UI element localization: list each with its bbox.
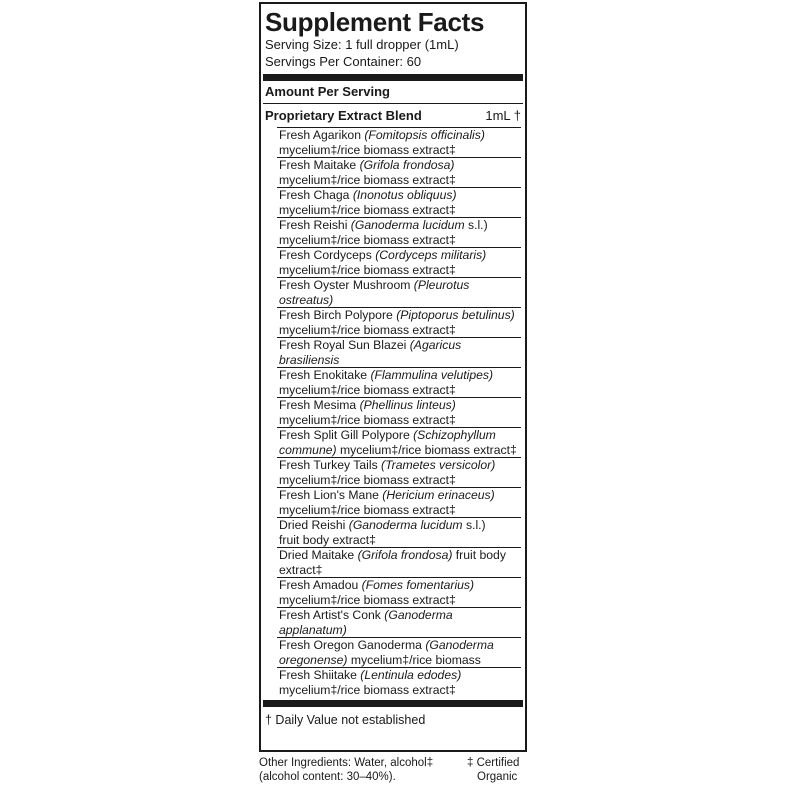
ingredient-row bbox=[277, 428, 521, 458]
ingredient-row bbox=[277, 608, 521, 638]
ingredient-line1 bbox=[279, 128, 521, 143]
ingredient-latin-name: (Lentinula edodes) bbox=[360, 668, 462, 682]
ingredient-latin-name: (Ganoderma applanatum) bbox=[279, 608, 453, 637]
ingredient-latin-name: (Ganoderma lucidum bbox=[350, 218, 465, 232]
ingredient-row bbox=[277, 458, 521, 488]
ingredient-latin-name: (Piptoporus betulinus) bbox=[396, 308, 515, 322]
ingredient-extract-type: mycelium‡/rice biomass bbox=[350, 653, 481, 667]
ingredient-row bbox=[277, 308, 521, 338]
certified-line1: ‡ Certified bbox=[467, 757, 520, 769]
daily-value-note: † Daily Value not established bbox=[265, 713, 426, 727]
servings-per-container: Servings Per Container: 60 bbox=[265, 54, 422, 69]
blend-name: Proprietary Extract Blend bbox=[265, 108, 422, 123]
ingredient-row bbox=[277, 248, 521, 278]
ingredient-line1 bbox=[279, 458, 521, 473]
ingredient-line1 bbox=[279, 668, 521, 683]
ingredient-common-name: Fresh Cordyceps bbox=[279, 248, 376, 262]
ingredient-line1 bbox=[279, 548, 521, 563]
ingredient-common-name: Dried Maitake bbox=[279, 548, 358, 562]
ingredient-suffix: fruit body bbox=[452, 548, 506, 562]
blend-row bbox=[265, 104, 521, 127]
ingredient-extract-type: mycelium‡/rice biomass extract‡ bbox=[279, 203, 456, 217]
ingredient-extract-type: mycelium‡/rice biomass extract‡ bbox=[279, 233, 456, 247]
ingredient-common-name: Fresh Enokitake bbox=[279, 368, 371, 382]
ingredient-latin-name: (Grifola frondosa) bbox=[357, 548, 453, 562]
ingredient-extract-type: mycelium‡/rice biomass extract‡ bbox=[279, 173, 456, 187]
thick-divider-bottom bbox=[263, 700, 523, 707]
thick-divider bbox=[263, 74, 523, 81]
ingredient-row bbox=[277, 548, 521, 578]
ingredient-line1 bbox=[279, 158, 521, 173]
ingredient-line1 bbox=[279, 278, 521, 308]
ingredient-line2 bbox=[279, 383, 521, 398]
other-ingredients-line2: (alcohol content: 30–40%). bbox=[259, 771, 396, 783]
ingredient-line2 bbox=[279, 323, 521, 338]
panel-title: Supplement Facts bbox=[265, 7, 485, 37]
ingredient-extract-type: mycelium‡/rice biomass extract‡ bbox=[279, 143, 456, 157]
ingredient-common-name: Fresh Maitake bbox=[279, 158, 360, 172]
ingredient-row bbox=[277, 368, 521, 398]
ingredient-line1 bbox=[279, 488, 521, 503]
amount-per-serving: Amount Per Serving bbox=[263, 83, 523, 104]
ingredient-extract-type: mycelium‡/rice biomass extract‡ bbox=[279, 413, 456, 427]
ingredient-common-name: Fresh Oregon Ganoderma bbox=[279, 638, 426, 652]
ingredient-suffix: s.l.) bbox=[464, 218, 488, 232]
ingredient-line2 bbox=[279, 563, 521, 578]
blend-amount: 1mL † bbox=[485, 108, 521, 123]
ingredient-common-name: Fresh Reishi bbox=[279, 218, 351, 232]
ingredient-extract-type: fruit body extract‡ bbox=[279, 533, 376, 547]
ingredient-extract-type: mycelium‡/rice biomass extract‡ bbox=[279, 383, 456, 397]
certified-line2: Organic bbox=[477, 771, 518, 783]
ingredient-line1 bbox=[279, 368, 521, 383]
ingredient-line2 bbox=[279, 533, 521, 548]
ingredient-line1 bbox=[279, 188, 521, 203]
ingredient-line1 bbox=[279, 338, 521, 368]
ingredient-line1 bbox=[279, 578, 521, 593]
ingredient-latin-name: (Hericium erinaceus) bbox=[382, 488, 495, 502]
ingredient-line2 bbox=[279, 473, 521, 488]
ingredient-latin-name: (Schizophyllum bbox=[413, 428, 496, 442]
ingredient-common-name: Fresh Oyster Mushroom bbox=[279, 278, 414, 292]
ingredient-common-name: Fresh Birch Polypore bbox=[279, 308, 397, 322]
ingredient-row bbox=[277, 218, 521, 248]
ingredient-row bbox=[277, 128, 521, 158]
ingredient-row bbox=[277, 398, 521, 428]
ingredient-common-name: Fresh Lion's Mane bbox=[279, 488, 383, 502]
ingredient-line2 bbox=[279, 173, 521, 188]
other-ingredients-line1: Other Ingredients: Water, alcohol‡ bbox=[259, 757, 434, 769]
ingredient-common-name: Fresh Royal Sun Blazei bbox=[279, 338, 410, 352]
ingredient-line1 bbox=[279, 308, 521, 323]
ingredient-suffix: s.l.) bbox=[462, 518, 486, 532]
ingredient-common-name: Fresh Agarikon bbox=[279, 128, 365, 142]
ingredient-latin-name: (Ganoderma bbox=[425, 638, 494, 652]
ingredient-line2 bbox=[279, 203, 521, 218]
ingredient-row bbox=[277, 638, 521, 668]
ingredient-common-name: Fresh Split Gill Polypore bbox=[279, 428, 414, 442]
ingredient-extract-type: extract‡ bbox=[279, 563, 323, 577]
ingredient-line1 bbox=[279, 428, 521, 443]
ingredient-common-name: Fresh Shiitake bbox=[279, 668, 361, 682]
ingredient-latin-name: (Grifola frondosa) bbox=[359, 158, 455, 172]
ingredient-latin-name: (Inonotus obliquus) bbox=[352, 188, 457, 202]
ingredient-extract-type: mycelium‡/rice biomass extract‡ bbox=[279, 683, 456, 697]
ingredient-common-name: Fresh Turkey Tails bbox=[279, 458, 382, 472]
ingredient-latin-name: (Agaricus brasiliensis bbox=[279, 338, 462, 367]
ingredient-row bbox=[277, 578, 521, 608]
ingredient-latin-name: (Flammulina velutipes) bbox=[370, 368, 494, 382]
ingredient-common-name: Fresh Mesima bbox=[279, 398, 360, 412]
ingredient-latin-name: (Pleurotus ostreatus) bbox=[279, 278, 470, 307]
ingredient-latin-name: (Fomitopsis officinalis) bbox=[364, 128, 485, 142]
ingredient-line2 bbox=[279, 263, 521, 278]
ingredient-line1 bbox=[279, 638, 521, 653]
ingredient-row bbox=[277, 488, 521, 518]
ingredient-extract-type: mycelium‡/rice biomass extract‡ bbox=[336, 443, 517, 457]
ingredient-row bbox=[277, 158, 521, 188]
ingredient-latin-continued: commune) bbox=[279, 443, 337, 457]
ingredient-extract-type: mycelium‡/rice biomass extract‡ bbox=[279, 503, 456, 517]
ingredient-row bbox=[277, 668, 521, 698]
serving-size: Serving Size: 1 full dropper (1mL) bbox=[265, 37, 459, 52]
supplement-facts-panel bbox=[259, 2, 527, 752]
ingredient-row bbox=[277, 278, 521, 308]
ingredient-line2 bbox=[279, 503, 521, 518]
ingredient-latin-name: (Fomes fomentarius) bbox=[361, 578, 475, 592]
ingredient-common-name: Fresh Artist's Conk bbox=[279, 608, 385, 622]
ingredient-line2 bbox=[279, 143, 521, 158]
ingredient-latin-continued: oregonense) bbox=[279, 653, 348, 667]
ingredient-line2 bbox=[279, 443, 521, 458]
certified-organic-note bbox=[467, 756, 527, 784]
ingredient-row bbox=[277, 188, 521, 218]
ingredient-latin-name: (Phellinus linteus) bbox=[359, 398, 456, 412]
ingredient-latin-name: (Trametes versicolor) bbox=[381, 458, 496, 472]
ingredient-list bbox=[277, 127, 521, 698]
ingredient-line2 bbox=[279, 233, 521, 248]
other-ingredients bbox=[259, 756, 449, 784]
ingredient-line1 bbox=[279, 248, 521, 263]
ingredient-line2 bbox=[279, 683, 521, 698]
ingredient-extract-type: mycelium‡/rice biomass extract‡ bbox=[279, 473, 456, 487]
ingredient-common-name: Fresh Amadou bbox=[279, 578, 362, 592]
ingredient-line1 bbox=[279, 218, 521, 233]
ingredient-line1 bbox=[279, 518, 521, 533]
ingredient-common-name: Dried Reishi bbox=[279, 518, 349, 532]
ingredient-extract-type: mycelium‡/rice biomass extract‡ bbox=[279, 593, 456, 607]
ingredient-row bbox=[277, 518, 521, 548]
ingredient-line2 bbox=[279, 593, 521, 608]
ingredient-line2 bbox=[279, 653, 521, 668]
ingredient-row bbox=[277, 338, 521, 368]
ingredient-latin-name: (Ganoderma lucidum bbox=[348, 518, 463, 532]
ingredient-common-name: Fresh Chaga bbox=[279, 188, 353, 202]
ingredient-line1 bbox=[279, 608, 521, 638]
ingredient-extract-type: mycelium‡/rice biomass extract‡ bbox=[279, 323, 456, 337]
ingredient-extract-type: mycelium‡/rice biomass extract‡ bbox=[279, 263, 456, 277]
ingredient-latin-name: (Cordyceps militaris) bbox=[375, 248, 487, 262]
ingredient-line1 bbox=[279, 398, 521, 413]
ingredient-line2 bbox=[279, 413, 521, 428]
